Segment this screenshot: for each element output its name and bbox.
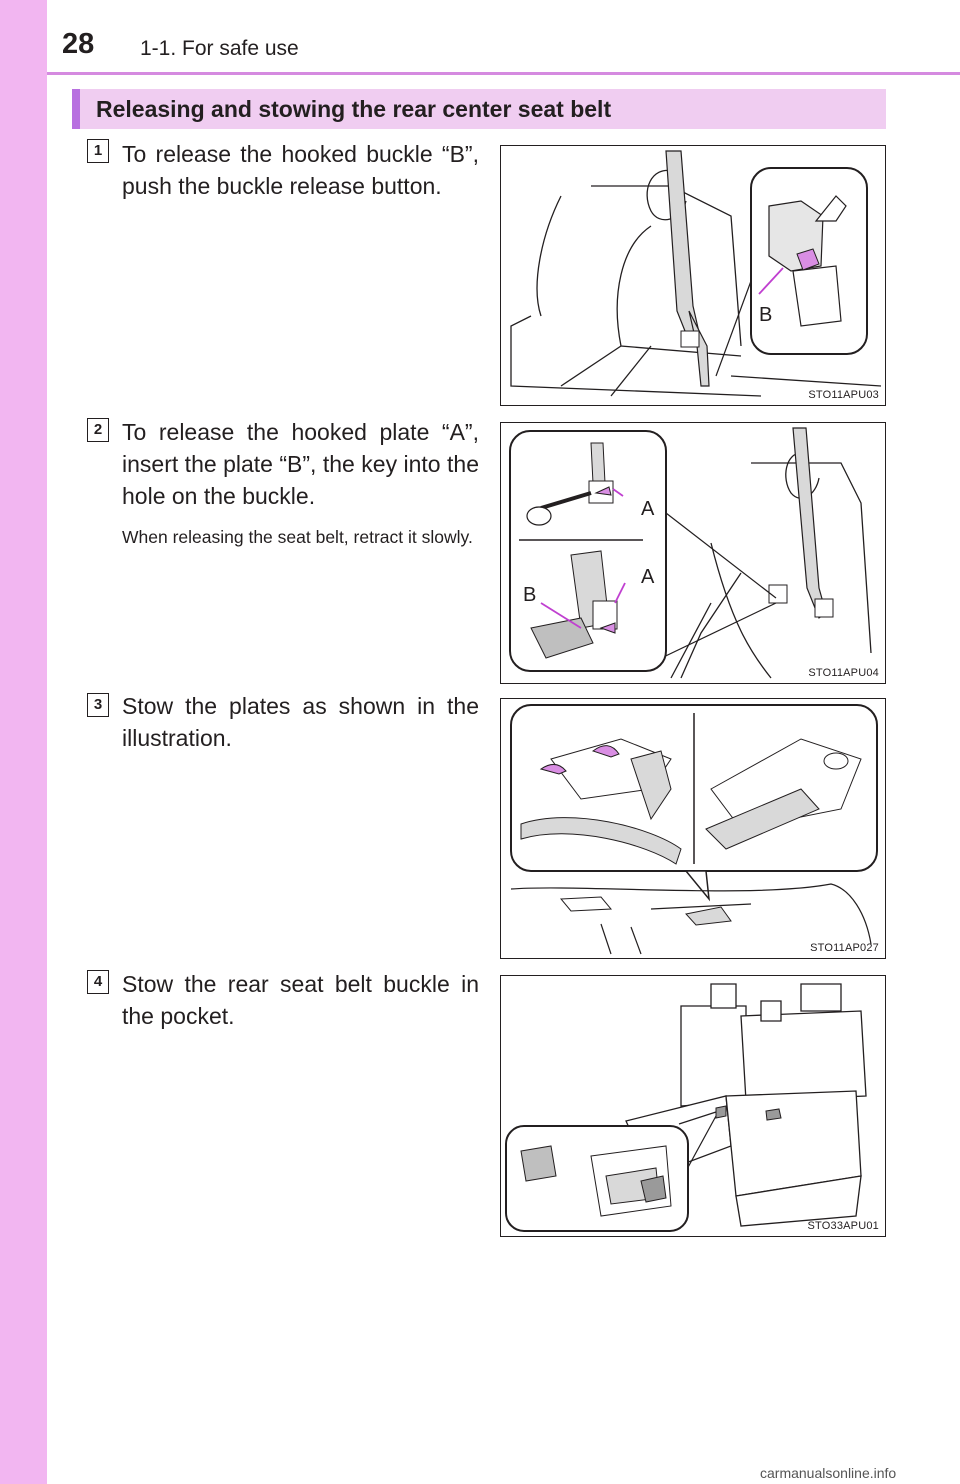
section-header [72, 89, 886, 129]
step-1-figure [500, 145, 886, 406]
chapter-title: 1-1. For safe use [140, 37, 299, 60]
step-2-badge: 2 [87, 418, 109, 442]
section-title: Releasing and stowing the rear center seat belt [96, 96, 612, 122]
step-2-figure [500, 422, 886, 684]
step-4-text: Stow the rear seat belt buckle in the pocket. [122, 971, 479, 1029]
step-3-text: Stow the plates as shown in the illustration. [122, 693, 479, 751]
figure-code: STO11APU04 [808, 667, 879, 679]
step-2-text: To release the hooked plate “A”, insert the plate “B”, the key into the hole on the buckle. [122, 419, 479, 509]
step-1-badge: 1 [87, 139, 109, 163]
step-4-figure [500, 975, 886, 1237]
figure-code: STO33APU01 [807, 1220, 879, 1232]
step-2-note: When releasing the seat belt, retract it slowly. [122, 527, 473, 547]
rear-seat-pocket-illustration [501, 976, 886, 1237]
figure-code: STO11AP027 [810, 942, 879, 954]
stow-plates-illustration [501, 699, 886, 959]
figure-code: STO11APU03 [808, 389, 879, 401]
step-3-badge: 3 [87, 693, 109, 717]
side-thumb-band [0, 0, 47, 1484]
page-number: 28 [62, 28, 95, 60]
step-3-figure [500, 698, 886, 959]
step-4-badge: 4 [87, 970, 109, 994]
label-a-bottom: A [641, 566, 655, 588]
label-b: B [523, 584, 537, 606]
step-1-text: To release the hooked buckle “B”, push the buckle release button. [122, 141, 479, 199]
label-a-top: A [641, 498, 655, 520]
watermark: carmanualsonline.info [760, 1465, 897, 1481]
label-b: B [759, 304, 773, 326]
header-divider [47, 72, 960, 75]
